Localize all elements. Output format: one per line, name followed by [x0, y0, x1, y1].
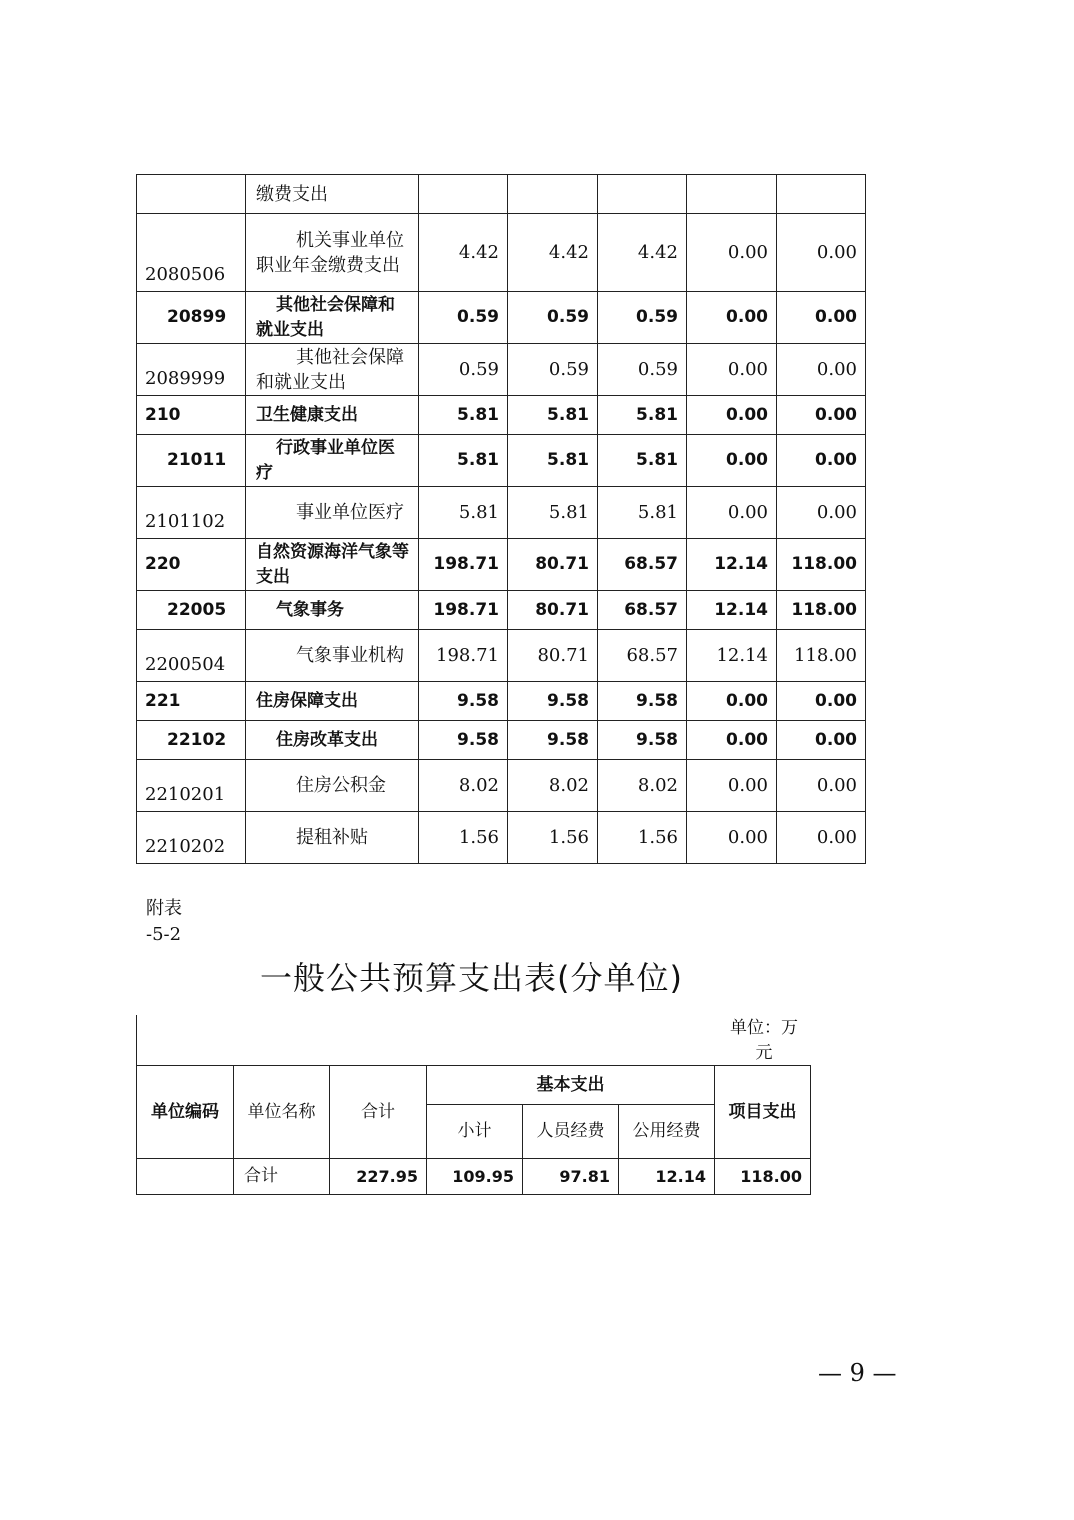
attachment-label-line1: 附表: [146, 898, 182, 919]
row-project: 0.00: [777, 435, 866, 487]
row-project: 118.00: [777, 630, 866, 682]
table-title: 一般公共预算支出表(分单位): [260, 959, 683, 997]
row-name: [246, 487, 419, 539]
row-name: [246, 435, 419, 487]
row-total: 198.71: [419, 591, 508, 630]
row-personnel: 4.42: [598, 214, 687, 292]
total-row: [137, 1159, 811, 1195]
row-name-text: 其他社会保障和就业支出: [256, 346, 404, 393]
row-name: [246, 396, 419, 435]
row-subtotal: 80.71: [508, 591, 598, 630]
row-code: [137, 175, 246, 214]
row-project: [777, 175, 866, 214]
row-project: 118.00: [777, 539, 866, 591]
row-name-text: 气象事业机构: [296, 645, 404, 666]
row-total: 9.58: [419, 682, 508, 721]
row-public: [687, 175, 777, 214]
row-total: 198.71: [419, 539, 508, 591]
row-name: [246, 175, 419, 214]
row-name-text: 机关事业单位职业年金缴费支出: [256, 229, 404, 276]
row-subtotal: 0.59: [508, 292, 598, 344]
row-name: [246, 591, 419, 630]
table-row: [137, 487, 866, 539]
header-public: 公用经费: [619, 1105, 715, 1159]
row-public: 0.00: [687, 721, 777, 760]
total-row-personnel: 97.81: [523, 1159, 619, 1195]
row-code: 2210201: [137, 760, 246, 812]
unit-note: [722, 1016, 806, 1066]
table-row: [137, 760, 866, 812]
row-personnel: 68.57: [598, 539, 687, 591]
row-total: 198.71: [419, 630, 508, 682]
row-subtotal: 1.56: [508, 812, 598, 864]
total-row-subtotal: 109.95: [427, 1159, 523, 1195]
row-total: 9.58: [419, 721, 508, 760]
attachment-label: [146, 896, 182, 948]
table-row: [137, 214, 866, 292]
row-project: 0.00: [777, 682, 866, 721]
table-row: [137, 344, 866, 396]
expenditure-detail-body: [137, 175, 866, 864]
row-project: 118.00: [777, 591, 866, 630]
row-personnel: 5.81: [598, 396, 687, 435]
row-public: 12.14: [687, 539, 777, 591]
row-subtotal: 4.42: [508, 214, 598, 292]
row-personnel: 5.81: [598, 435, 687, 487]
row-public: 0.00: [687, 760, 777, 812]
row-name: [246, 630, 419, 682]
row-name-text: 卫生健康支出: [256, 404, 358, 425]
row-subtotal: 5.81: [508, 396, 598, 435]
row-name-text: 提租补贴: [296, 827, 368, 848]
row-public: 12.14: [687, 630, 777, 682]
row-personnel: 0.59: [598, 292, 687, 344]
budget-by-unit-table: [136, 1065, 811, 1195]
row-public: 12.14: [687, 591, 777, 630]
row-subtotal: 5.81: [508, 487, 598, 539]
row-subtotal: 9.58: [508, 721, 598, 760]
row-code: 2089999: [137, 344, 246, 396]
page-number: — 9 —: [818, 1359, 897, 1387]
total-row-total: 227.95: [330, 1159, 427, 1195]
row-subtotal: 80.71: [508, 539, 598, 591]
row-total: 5.81: [419, 487, 508, 539]
row-name-text: 住房公积金: [296, 775, 386, 796]
row-total: 0.59: [419, 344, 508, 396]
total-row-code: [137, 1159, 234, 1195]
row-personnel: 9.58: [598, 682, 687, 721]
row-name: [246, 812, 419, 864]
row-personnel: 8.02: [598, 760, 687, 812]
attachment-label-line2: -5-2: [146, 924, 182, 945]
header-unit-name: 单位名称: [234, 1066, 330, 1159]
row-personnel: 5.81: [598, 487, 687, 539]
row-subtotal: 5.81: [508, 435, 598, 487]
row-code: 2080506: [137, 214, 246, 292]
row-code: 2101102: [137, 487, 246, 539]
row-name: [246, 682, 419, 721]
row-public: 0.00: [687, 487, 777, 539]
row-code: 221: [137, 682, 246, 721]
header-unit-code: 单位编码: [137, 1066, 234, 1159]
row-name: [246, 344, 419, 396]
row-subtotal: 80.71: [508, 630, 598, 682]
row-project: 0.00: [777, 812, 866, 864]
table-row: [137, 630, 866, 682]
row-public: 0.00: [687, 396, 777, 435]
row-code: 210: [137, 396, 246, 435]
row-name: [246, 214, 419, 292]
header-project-expenditure: 项目支出: [715, 1066, 811, 1159]
row-project: 0.00: [777, 396, 866, 435]
table-row: [137, 812, 866, 864]
row-project: 0.00: [777, 487, 866, 539]
row-name: [246, 292, 419, 344]
unit-note-line2: 元: [755, 1043, 773, 1063]
row-name: [246, 539, 419, 591]
row-name-text: 自然资源海洋气象等支出: [256, 541, 409, 587]
row-code: 220: [137, 539, 246, 591]
row-total: 5.81: [419, 435, 508, 487]
table-row: [137, 682, 866, 721]
unit-frame: [136, 1015, 809, 1065]
header-subtotal: 小计: [427, 1105, 523, 1159]
row-public: 0.00: [687, 214, 777, 292]
row-personnel: 0.59: [598, 344, 687, 396]
row-project: 0.00: [777, 292, 866, 344]
row-name-text: 行政事业单位医疗: [256, 437, 395, 483]
total-row-name: 合计: [234, 1159, 330, 1195]
row-project: 0.00: [777, 344, 866, 396]
row-name-text: 事业单位医疗: [296, 502, 404, 523]
row-name: [246, 721, 419, 760]
row-project: 0.00: [777, 721, 866, 760]
row-total: [419, 175, 508, 214]
unit-note-line1: 单位：万: [730, 1018, 798, 1038]
row-code: 22005: [137, 591, 246, 630]
row-public: 0.00: [687, 682, 777, 721]
row-total: 0.59: [419, 292, 508, 344]
row-subtotal: 8.02: [508, 760, 598, 812]
table-row: [137, 435, 866, 487]
header-personnel: 人员经费: [523, 1105, 619, 1159]
row-name: [246, 760, 419, 812]
row-total: 1.56: [419, 812, 508, 864]
row-public: 0.00: [687, 344, 777, 396]
row-name-text: 住房保障支出: [256, 690, 358, 711]
total-row-public: 12.14: [619, 1159, 715, 1195]
row-personnel: 9.58: [598, 721, 687, 760]
row-personnel: 1.56: [598, 812, 687, 864]
row-personnel: 68.57: [598, 591, 687, 630]
row-subtotal: 0.59: [508, 344, 598, 396]
row-subtotal: 9.58: [508, 682, 598, 721]
row-name-text: 其他社会保障和就业支出: [256, 294, 395, 340]
row-total: 4.42: [419, 214, 508, 292]
row-code: 22102: [137, 721, 246, 760]
expenditure-detail-table: [136, 174, 866, 864]
table-row: [137, 396, 866, 435]
table-row: [137, 591, 866, 630]
total-row-project: 118.00: [715, 1159, 811, 1195]
row-project: 0.00: [777, 214, 866, 292]
row-total: 8.02: [419, 760, 508, 812]
row-code: 21011: [137, 435, 246, 487]
row-code: 2200504: [137, 630, 246, 682]
row-name-text: 住房改革支出: [276, 729, 378, 750]
row-code: 20899: [137, 292, 246, 344]
row-personnel: 68.57: [598, 630, 687, 682]
row-name-text: 缴费支出: [256, 183, 328, 205]
row-code: 2210202: [137, 812, 246, 864]
table-row: [137, 292, 866, 344]
table-row: [137, 175, 866, 214]
header-basic-expenditure: 基本支出: [427, 1066, 715, 1105]
header-total: 合计: [330, 1066, 427, 1159]
table-row: [137, 539, 866, 591]
row-subtotal: [508, 175, 598, 214]
row-public: 0.00: [687, 812, 777, 864]
row-total: 5.81: [419, 396, 508, 435]
row-personnel: [598, 175, 687, 214]
table-row: [137, 721, 866, 760]
row-public: 0.00: [687, 292, 777, 344]
row-name-text: 气象事务: [276, 599, 344, 620]
row-public: 0.00: [687, 435, 777, 487]
row-project: 0.00: [777, 760, 866, 812]
